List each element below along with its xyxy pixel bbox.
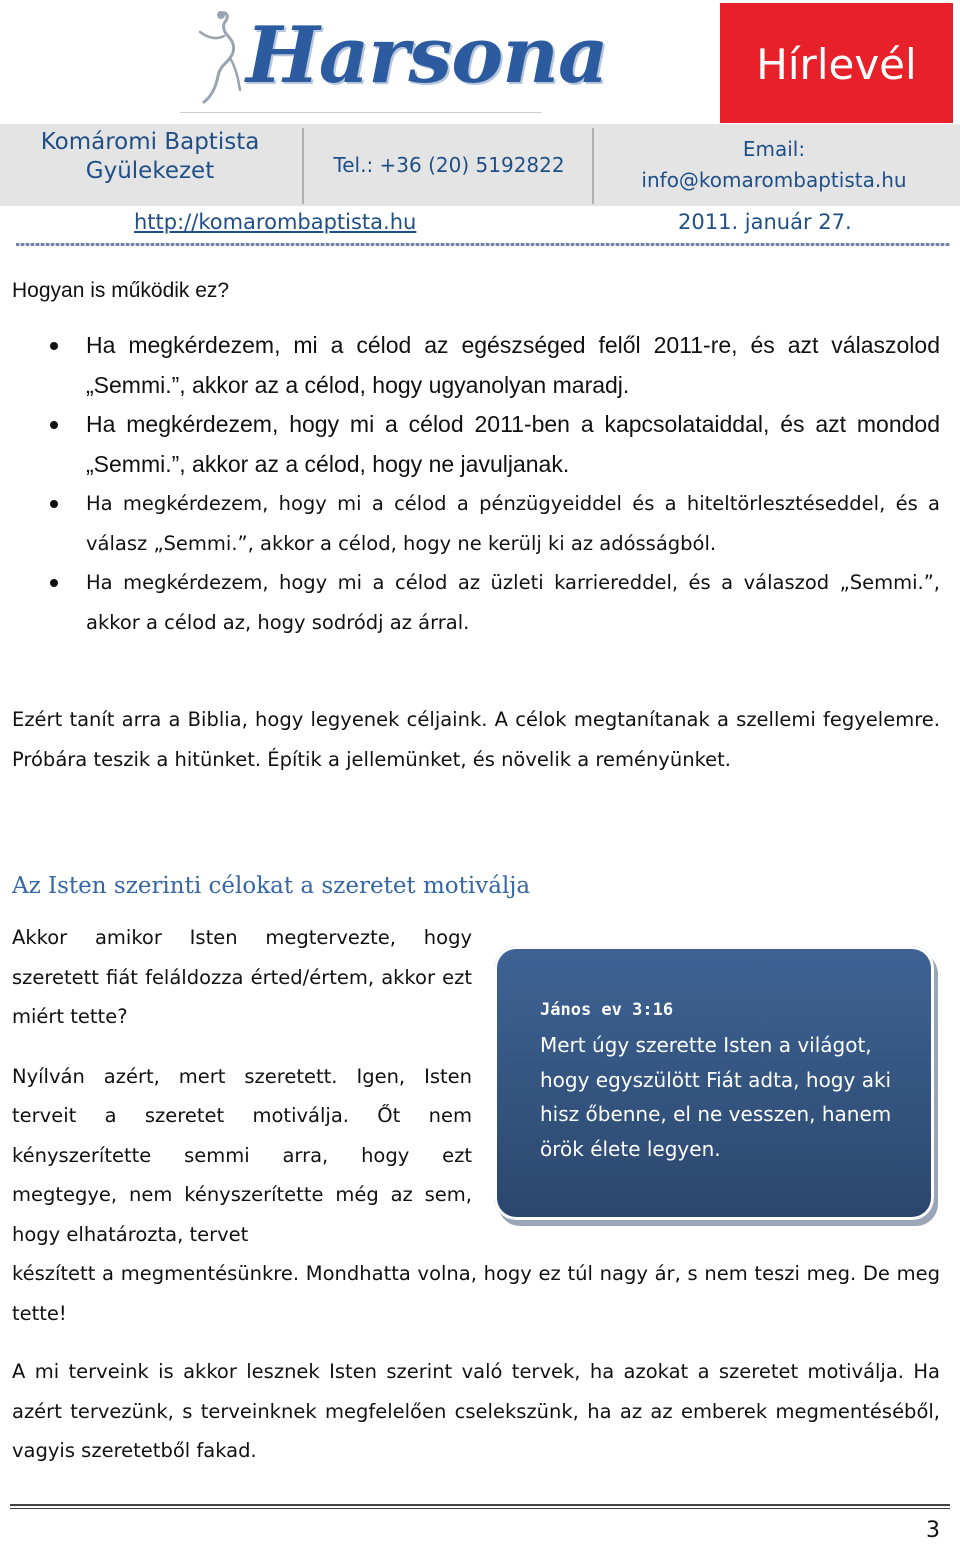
- page-number: 3: [926, 1518, 940, 1543]
- bullet-icon: [50, 342, 58, 350]
- list-item: [40, 563, 940, 642]
- issue-date: 2011. január 27.: [678, 210, 852, 234]
- bullet-text: Ha megkérdezem, hogy mi a célod 2011-ben a kapcsolataiddal, és azt mondod „Semmi.”, akkor az a célod, hogy ne javuljanak.: [86, 411, 940, 477]
- bullet-text: Ha megkérdezem, hogy mi a célod a pénzügyeiddel és a hiteltörlesztéseddel, és a válasz „Semmi.”, akkor a célod, hogy ne kerülj ki az adósságból.: [86, 492, 940, 555]
- paragraph: A mi terveink is akkor lesznek Isten szerint való tervek, ha azokat a szeretet motiválja. Ha azért tervezünk, s terveinknek megfelelően cselekszünk, ha az az emberek megmentéséből, vagyis szeretetből fakad.: [12, 1360, 940, 1462]
- section-heading: Az Isten szerinti célokat a szeretet motiválja: [12, 873, 531, 899]
- bullet-icon: [50, 500, 58, 508]
- church-name-line-1: Komáromi Baptista: [40, 129, 260, 155]
- church-name-line-2: Gyülekezet: [85, 158, 215, 184]
- quote-text: Mert úgy szerette Isten a világot, hogy egyszülött Fiát adta, hogy aki hisz őbenne, el ne vesszen, hanem örök élete legyen.: [540, 1033, 892, 1161]
- bullet-list: [40, 326, 940, 684]
- email-contact: [596, 134, 952, 200]
- paragraph: készített a megmentésünkre. Mondhatta volna, hogy ez túl nagy ár, s nem teszi meg. De meg tette!: [12, 1262, 940, 1325]
- bullet-text: Ha megkérdezem, mi a célod az egészséged felől 2011-re, és azt válaszolod „Semmi.”, akkor az a célod, hogy ugyanolyan maradj.: [86, 332, 940, 398]
- quote-reference: János ev 3:16: [540, 1000, 674, 1020]
- website-link[interactable]: http://komarombaptista.hu: [134, 210, 417, 234]
- paragraph: Ezért tanít arra a Biblia, hogy legyenek céljaink. A célok megtanítanak a szellemi fegyelemre. Próbára teszik a hitünket. Építik a jellemünket, és növelik a reményünket.: [12, 708, 940, 771]
- church-name: [0, 128, 300, 204]
- divider: [302, 128, 304, 204]
- email-label: Email:: [742, 137, 806, 161]
- paragraph: Nyílván azért, mert szeretett. Igen, Isten terveit a szeretet motiválja. Őt nem kényszerítette semmi arra, hogy ezt megtegye, nem kényszerítette még az sem, hogy elhatározta, tervet: [12, 1064, 472, 1246]
- list-item: [40, 484, 940, 563]
- phone-number: Tel.: +36 (20) 5192822: [333, 153, 565, 177]
- bullet-text: Ha megkérdezem, hogy mi a célod az üzleti karriereddel, és a válaszod „Semmi.”, akkor a célod az, hogy sodródj az árral.: [86, 571, 940, 634]
- footer-rule: [10, 1504, 950, 1506]
- section-question: Hogyan is működik ez?: [12, 279, 230, 302]
- email-address[interactable]: info@komarombaptista.hu: [641, 168, 907, 192]
- list-item: [40, 405, 940, 484]
- bullet-icon: [50, 579, 58, 587]
- newsletter-label: Hírlevél: [756, 40, 917, 89]
- text-column: [12, 918, 472, 1258]
- dancer-logo-icon: [190, 6, 244, 106]
- divider: [592, 128, 594, 204]
- footer-rule: [10, 1508, 950, 1509]
- header-rule: [16, 243, 950, 246]
- logo-text: Harsona: [246, 10, 608, 101]
- paragraph: Akkor amikor Isten megtervezte, hogy szeretett fiát feláldozza érted/értem, akkor ezt miért tette?: [12, 926, 472, 1028]
- list-item: [40, 326, 940, 405]
- bullet-icon: [50, 421, 58, 429]
